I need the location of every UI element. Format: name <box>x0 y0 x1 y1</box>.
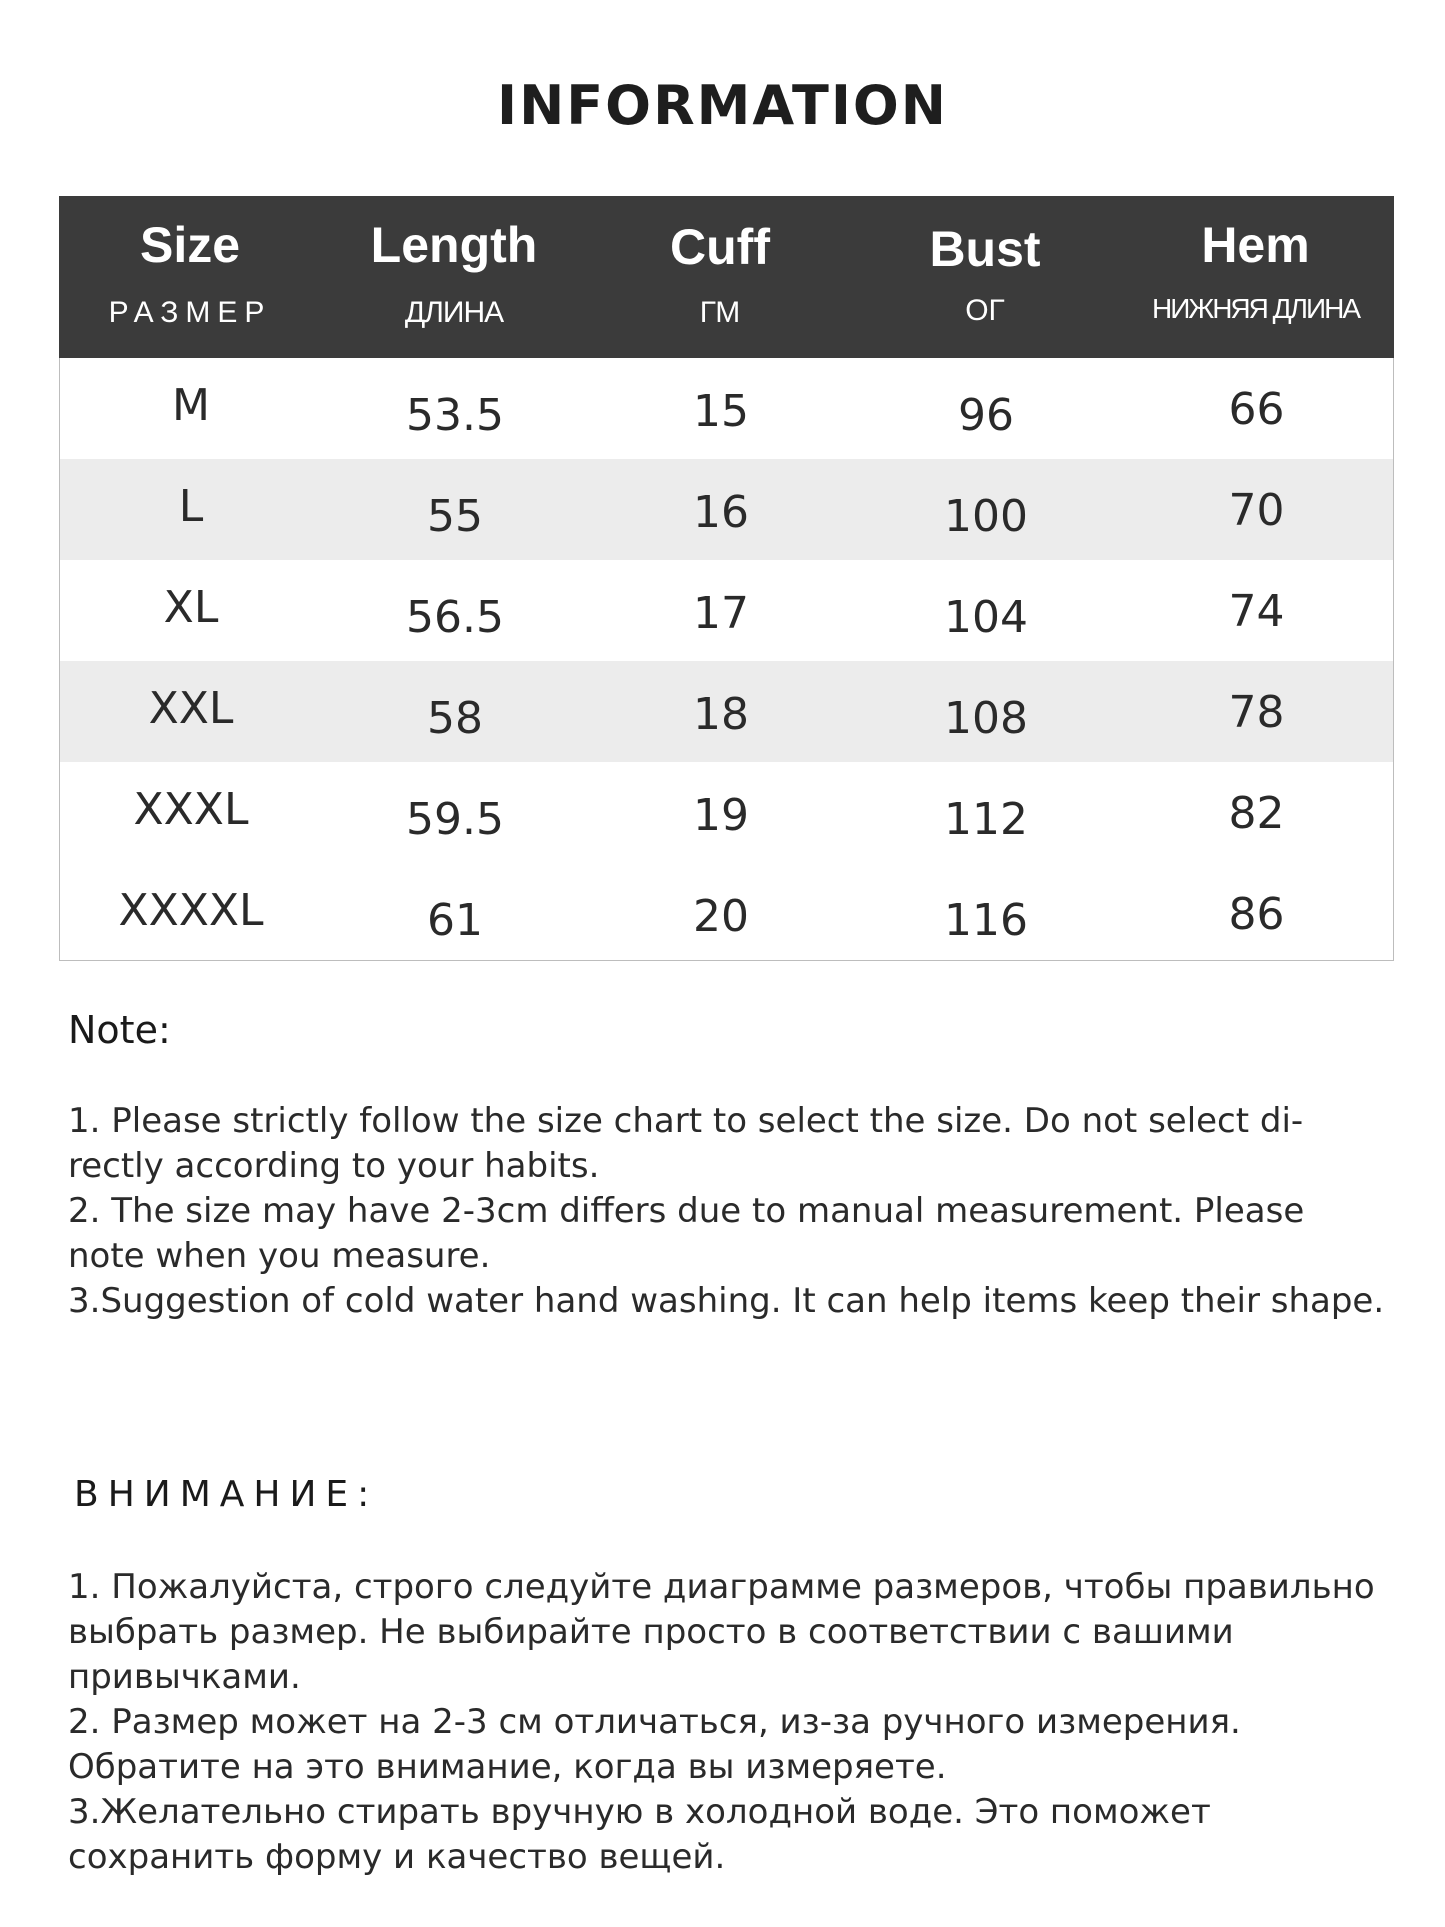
cell-hem: 82 <box>1228 788 1285 839</box>
table-row <box>60 661 1393 762</box>
header-bust-en: Bust <box>929 221 1041 277</box>
cell-bust: 100 <box>944 491 1028 542</box>
cell-bust: 104 <box>944 592 1028 643</box>
header-size-ru: РАЗМЕР <box>108 296 272 329</box>
cell-length: 58 <box>427 693 483 744</box>
table-row <box>60 358 1393 459</box>
table-row <box>60 459 1393 560</box>
cell-size: XXXL <box>133 784 249 835</box>
attention-item: 1. Пожалуйста, строго следуйте диаграмме размеров, чтобы правильно выбрать размер. Не выбирайте просто в соответствии с вашими привычками. <box>68 1567 1375 1697</box>
cell-cuff: 19 <box>693 790 749 841</box>
cell-size: XXL <box>148 683 234 734</box>
cell-cuff: 17 <box>693 588 749 639</box>
cell-length: 53.5 <box>406 390 504 441</box>
cell-bust: 96 <box>958 390 1014 441</box>
cell-hem: 74 <box>1228 586 1285 637</box>
cell-hem: 70 <box>1228 485 1285 536</box>
cell-hem: 78 <box>1228 687 1285 738</box>
attention-heading: ВНИМАНИЕ: <box>74 1474 379 1515</box>
header-hem-en: Hem <box>1201 217 1310 273</box>
cell-hem: 86 <box>1228 889 1285 940</box>
cell-size: M <box>172 380 210 431</box>
table-row <box>60 863 1393 964</box>
cell-size: L <box>178 481 204 532</box>
header-size-en: Size <box>139 217 241 273</box>
header-bust <box>853 196 1117 358</box>
note-item: 3.Suggestion of cold water hand washing. It can help items keep their shape. <box>68 1281 1385 1321</box>
cell-hem: 66 <box>1228 384 1285 435</box>
header-length-en: Length <box>370 217 538 273</box>
cell-cuff: 15 <box>693 386 749 437</box>
cell-cuff: 18 <box>693 689 749 740</box>
cell-length: 61 <box>427 895 483 946</box>
note-item: 2. The size may have 2-3cm differs due to manual measurement. Please note when you measure. <box>68 1191 1305 1276</box>
cell-bust: 108 <box>944 693 1028 744</box>
page-title: INFORMATION <box>496 74 949 137</box>
header-cuff <box>587 196 853 358</box>
note-list <box>68 1099 1388 1324</box>
cell-length: 55 <box>427 491 483 542</box>
header-length <box>321 196 587 358</box>
table-row <box>60 762 1393 863</box>
attention-item: 2. Размер может на 2-3 см отличаться, из-за ручного измерения. Обратите на это внимание, когда вы измеряете. <box>68 1702 1241 1787</box>
header-hem <box>1117 196 1394 358</box>
header-cuff-en: Cuff <box>670 219 770 275</box>
size-chart-table <box>59 196 1394 961</box>
cell-bust: 112 <box>944 794 1028 845</box>
header-size <box>59 196 321 358</box>
header-cuff-ru: ГМ <box>699 296 741 329</box>
table-row <box>60 560 1393 661</box>
header-length-ru: ДЛИНА <box>404 296 504 329</box>
header-bust-ru: ОГ <box>965 294 1005 327</box>
attention-item: 3.Желательно стирать вручную в холодной воде. Это поможет сохранить форму и качество вещей. <box>68 1792 1211 1877</box>
cell-length: 56.5 <box>406 592 504 643</box>
attention-list <box>68 1565 1388 1880</box>
note-item: 1. Please strictly follow the size chart to select the size. Do not select di-rectly according to your habits. <box>68 1101 1304 1186</box>
cell-size: XL <box>163 582 219 633</box>
cell-cuff: 20 <box>693 891 749 942</box>
cell-bust: 116 <box>944 895 1028 946</box>
table-header <box>59 196 1394 358</box>
cell-length: 59.5 <box>406 794 504 845</box>
cell-cuff: 16 <box>693 487 749 538</box>
header-hem-ru: НИЖНЯЯ ДЛИНА <box>1152 293 1359 324</box>
cell-size: XXXXL <box>118 885 264 936</box>
note-heading: Note: <box>68 1008 171 1052</box>
